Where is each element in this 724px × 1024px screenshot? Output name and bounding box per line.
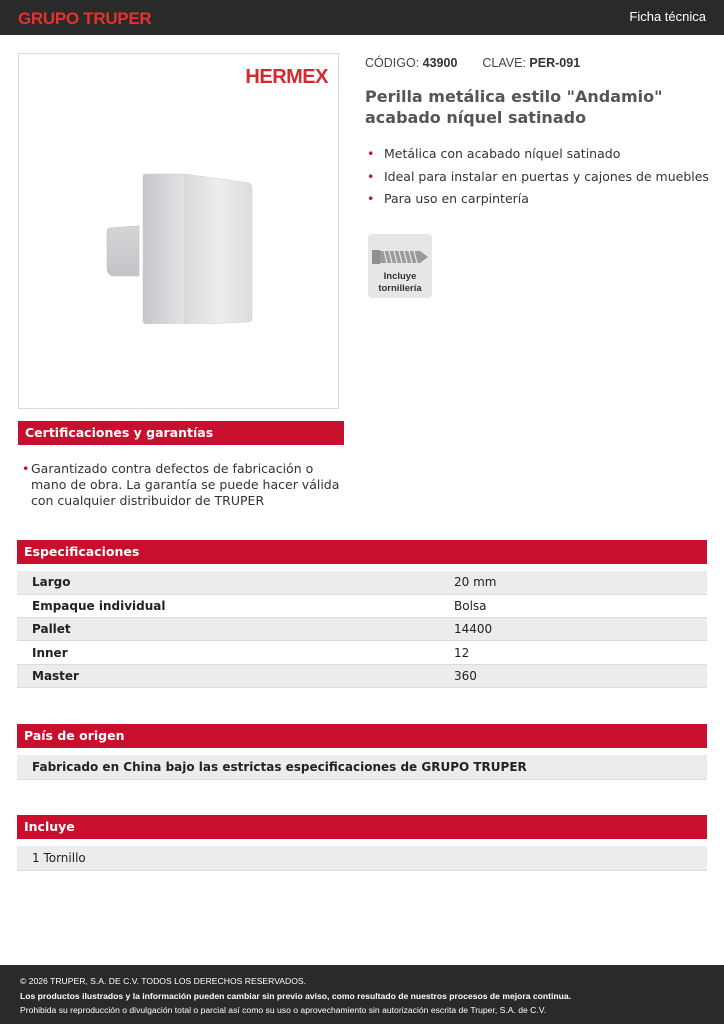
codigo-label: CÓDIGO: xyxy=(365,56,420,70)
pais-heading: País de origen xyxy=(17,724,707,748)
top-header-bar xyxy=(0,0,724,35)
feature-list xyxy=(365,146,709,214)
prohibition-text: Prohibida su reproducción o divulgación total o parcial así como su uso o aprovechamiento sin autorización escrita de Truper, S.A. de C.V. xyxy=(20,1005,547,1015)
product-image-frame xyxy=(18,53,339,409)
badge-label: Incluye tornillería xyxy=(378,271,422,294)
table-row: Pallet 14400 xyxy=(17,618,707,641)
includes-screws-badge xyxy=(368,234,432,298)
knob-image xyxy=(99,164,259,324)
table-row: Inner 12 xyxy=(17,641,707,664)
origin-text: Fabricado en China bajo las estrictas especificaciones de GRUPO TRUPER xyxy=(17,755,707,780)
grupo-truper-logo: GRUPO TRUPER xyxy=(18,9,152,28)
codigo-value: 43900 xyxy=(422,56,458,70)
table-row: Empaque individual Bolsa xyxy=(17,594,707,617)
screw-icon xyxy=(368,234,432,270)
especificaciones-heading: Especificaciones xyxy=(17,540,707,564)
clave-value: PER-091 xyxy=(529,56,581,70)
clave-label: CLAVE: xyxy=(482,56,526,70)
feature-item: • Ideal para instalar en puertas y cajones de muebles xyxy=(367,168,709,184)
disclaimer-text: Los productos ilustrados y la información pueden cambiar sin previo aviso, como resultado de nuestros procesos de mejora continua. xyxy=(20,990,572,1001)
feature-item: • Para uso en carpintería xyxy=(367,191,529,206)
includes-text: 1 Tornillo xyxy=(17,846,707,871)
hermex-logo: HERMEX xyxy=(245,66,328,88)
incluye-heading: Incluye xyxy=(17,815,707,839)
table-row: Largo 20 mm xyxy=(17,571,707,594)
specs-table xyxy=(17,571,707,688)
feature-item: • Metálica con acabado níquel satinado xyxy=(367,146,621,161)
certificaciones-heading: Certificaciones y garantías xyxy=(18,421,344,445)
copyright-text: © 2026 TRUPER, S.A. DE C.V. TODOS LOS DERECHOS RESERVADOS. xyxy=(20,976,307,986)
product-title: Perilla metálica estilo "Andamio" acabado níquel satinado xyxy=(365,87,663,127)
table-row: Master 360 xyxy=(17,664,707,687)
product-codes xyxy=(365,56,580,70)
footer xyxy=(0,965,724,1024)
document-type-label: Ficha técnica xyxy=(629,9,706,24)
warranty-text: • Garantizado contra defectos de fabricación o mano de obra. La garantía se puede hacer válida con cualquier distribuidor de TRUPER xyxy=(22,461,340,508)
